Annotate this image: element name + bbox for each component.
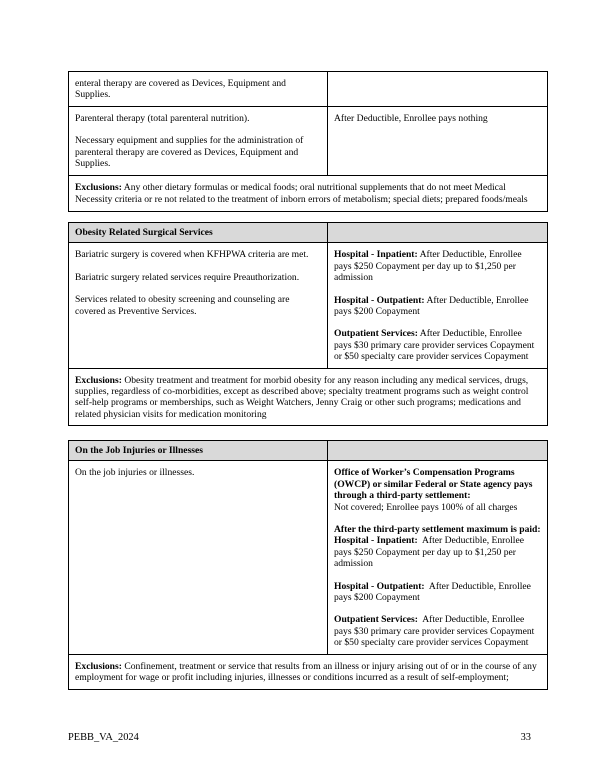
section-header-blank — [328, 223, 548, 243]
footer-page-number: 33 — [520, 732, 531, 743]
section-header: Obesity Related Surgical Services — [69, 223, 328, 243]
after-settlement-label: After the third-party settlement maximum is paid: — [334, 524, 541, 536]
inpatient-text: After Deductible, Enrollee pays $250 Copayment per day up to $1,250 per admission — [334, 249, 522, 284]
inpatient-cost — [334, 535, 541, 569]
outpatient-label: Hospital - Outpatient: — [334, 580, 425, 592]
outpatient-label: Hospital - Outpatient: — [334, 294, 425, 306]
inpatient-text: After Deductible, Enrollee pays $250 Copayment per day up to $1,250 per admission — [334, 535, 527, 570]
inpatient-cost — [334, 249, 541, 283]
section-header-blank — [328, 441, 548, 461]
benefit-text: Parenteral therapy (total parenteral nutrition). — [75, 112, 250, 124]
outpatient-services-label: Outpatient Services: — [334, 328, 418, 340]
outpatient-services-text: After Deductible, Enrollee pays $30 primary care provider services Copayment or $50 specialty care provider services Copayment — [334, 614, 537, 649]
outpatient-services-cost — [334, 328, 541, 362]
inpatient-label: Hospital - Inpatient: — [334, 535, 418, 547]
inpatient-label: Hospital - Inpatient: — [334, 249, 418, 261]
table-row — [69, 243, 548, 368]
exclusions-text: Any other dietary formulas or medical foods; oral nutritional supplements that do not meet Medical Necessity criteria or re not related to the treatment of inborn errors of metabolism; special diets; prepared foods/meals — [75, 182, 528, 205]
outpatient-cost — [334, 295, 541, 318]
exclusions-label: Exclusions: — [75, 182, 122, 194]
benefit-description-cell — [69, 106, 328, 176]
table-header-row — [69, 223, 548, 243]
exclusions-text: Obesity treatment and treatment for morbid obesity for any reason including any medical services, drugs, supplies, regardless of co-morbidities, except as described above; specialty treatment programs such as weight control self-help programs or memberships, such as Weight Watchers, Jenny Craig or other such programs; medications and related physician visits for medication monitoring — [75, 374, 529, 420]
benefit-text: On the job injuries or illnesses. — [75, 467, 195, 479]
table-row — [69, 106, 548, 176]
exclusions-cell — [69, 368, 548, 426]
job-injuries-table — [68, 440, 548, 690]
outpatient-text: After Deductible, Enrollee pays $200 Copayment — [334, 294, 529, 318]
outpatient-services-cost — [334, 614, 541, 648]
cost-share-cell — [328, 243, 548, 368]
benefit-text: enteral therapy are covered as Devices, Equipment and Supplies. — [75, 78, 286, 101]
benefit-description-cell — [69, 461, 328, 654]
cost-share-cell — [328, 461, 548, 654]
after-settlement-heading — [334, 524, 541, 535]
exclusions-label: Exclusions: — [75, 660, 122, 672]
obesity-surgical-table — [68, 222, 548, 426]
exclusions-label: Exclusions: — [75, 374, 122, 386]
cost-share-cell — [328, 106, 548, 176]
owcp-label: Office of Worker’s Compensation Programs (OWCP) or similar Federal or State agency pays through a third-party settlement: — [334, 467, 533, 502]
outpatient-cost — [334, 581, 541, 604]
outpatient-text: After Deductible, Enrollee pays $200 Copayment — [334, 580, 534, 604]
table-header-row — [69, 441, 548, 461]
benefit-text: Bariatric surgery is covered when KFHPWA criteria are met. — [75, 249, 309, 261]
table-row — [69, 176, 548, 212]
outpatient-services-label: Outpatient Services: — [334, 614, 418, 626]
benefit-text: Bariatric surgery related services require Preauthorization. — [75, 271, 300, 283]
benefit-description-cell — [69, 243, 328, 368]
footer-doc-id: PEBB_VA_2024 — [68, 732, 139, 743]
outpatient-services-text: After Deductible, Enrollee pays $30 primary care provider services Copayment or $50 specialty care provider services Copayment — [334, 328, 535, 363]
section-header: On the Job Injuries or Illnesses — [69, 441, 328, 461]
enteral-parenteral-table — [68, 71, 548, 212]
owcp-text: Not covered; Enrollee pays 100% of all charges — [334, 501, 518, 513]
cost-share-text: After Deductible, Enrollee pays nothing — [334, 112, 488, 124]
exclusions-cell — [69, 654, 548, 689]
table-row — [69, 654, 548, 689]
table-row — [69, 461, 548, 654]
benefit-description-cell — [69, 72, 328, 107]
benefit-text: Necessary equipment and supplies for the administration of parenteral therapy are covered as Devices, Equipment and Supplies. — [75, 135, 304, 170]
table-row — [69, 72, 548, 107]
owcp-cost — [334, 467, 541, 513]
cost-share-cell — [328, 72, 548, 107]
exclusions-text: Confinement, treatment or service that results from an illness or injury arising out of or in the course of any employment for wage or profit including injuries, illnesses or conditions incurred as a result of self-employment; — [75, 660, 537, 684]
benefit-text: Services related to obesity screening and counseling are covered as Preventive Services. — [75, 294, 290, 317]
exclusions-cell — [69, 176, 548, 212]
table-row — [69, 368, 548, 426]
